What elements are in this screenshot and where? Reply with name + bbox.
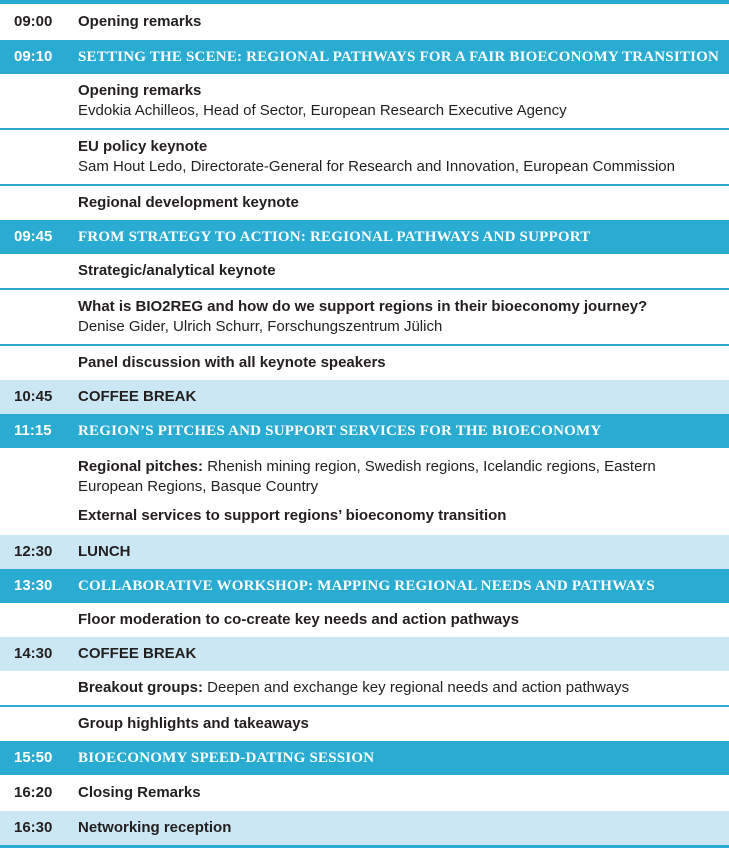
agenda-row: [0, 671, 729, 705]
session-title: Strategic/analytical keynote: [78, 262, 276, 279]
session-title: Regional pitches:: [78, 458, 204, 475]
agenda-row: [0, 603, 729, 637]
bottom-rule: [0, 845, 729, 848]
speaker-line: Sam Hout Ledo, Directorate-General for Research and Innovation, European Commission: [78, 158, 675, 175]
session-detail-line: [78, 457, 715, 497]
section-title: COLLABORATIVE WORKSHOP: MAPPING REGIONAL NEEDS AND PATHWAYS: [78, 578, 655, 594]
break-title: Networking reception: [78, 819, 232, 836]
time-label: 11:15: [14, 422, 52, 439]
session-title: Regional development keynote: [78, 194, 299, 211]
session-title: What is BIO2REG and how do we support regions in their bioeconomy journey?: [78, 298, 648, 315]
agenda-section-header: [0, 414, 729, 448]
time-label: 13:30: [14, 577, 53, 594]
session-title: EU policy keynote: [78, 138, 208, 155]
agenda-break-row: [0, 637, 729, 671]
session-title: Opening remarks: [78, 13, 202, 30]
session-title: Panel discussion with all keynote speakers: [78, 354, 386, 371]
agenda-row: [0, 775, 729, 811]
time-label-empty: [0, 137, 78, 177]
session-title: Group highlights and takeaways: [78, 715, 309, 732]
agenda-section-header: [0, 40, 729, 74]
agenda-section-header: [0, 741, 729, 775]
time-label-empty: [0, 610, 78, 630]
break-title: COFFEE BREAK: [78, 645, 197, 662]
agenda-row: [0, 254, 729, 288]
agenda-row: [0, 130, 729, 184]
agenda-section-header: [0, 569, 729, 603]
time-label-empty: [0, 261, 78, 281]
agenda-row: [0, 74, 729, 128]
agenda-break-row: [0, 811, 729, 845]
speaker-line: Evdokia Achilleos, Head of Sector, European Research Executive Agency: [78, 102, 567, 119]
agenda-row: [0, 448, 729, 535]
time-label: 10:45: [14, 388, 53, 405]
agenda-row: [0, 707, 729, 741]
session-detail-text: Rhenish mining region, Swedish regions, Icelandic regions, Eastern European Regions, Basque Country: [78, 458, 656, 495]
time-label: 15:50: [14, 749, 53, 766]
section-title: REGION’S PITCHES AND SUPPORT SERVICES FOR THE BIOECONOMY: [78, 423, 602, 439]
session-detail-line: [78, 678, 715, 698]
time-label: 14:30: [14, 645, 53, 662]
time-label-empty: [0, 353, 78, 373]
time-label: 12:30: [14, 543, 53, 560]
time-label-empty: [0, 678, 78, 698]
session-title: Floor moderation to co-create key needs and action pathways: [78, 611, 519, 628]
agenda-row: [0, 346, 729, 380]
time-label: 09:45: [14, 228, 53, 245]
time-label: 16:30: [14, 819, 53, 836]
section-title: FROM STRATEGY TO ACTION: REGIONAL PATHWAYS AND SUPPORT: [78, 229, 591, 245]
section-title: SETTING THE SCENE: REGIONAL PATHWAYS FOR A FAIR BIOECONOMY TRANSITION: [78, 49, 720, 65]
session-title: Breakout groups:: [78, 679, 204, 696]
agenda-break-row: [0, 535, 729, 569]
speaker-line: Denise Gider, Ulrich Schurr, Forschungszentrum Jülich: [78, 318, 443, 335]
time-label-empty: [0, 297, 78, 337]
section-title: BIOECONOMY SPEED-DATING SESSION: [78, 750, 375, 766]
time-label: 09:10: [14, 48, 53, 65]
agenda-row: [0, 4, 729, 40]
time-label-empty: [0, 714, 78, 734]
session-title: Opening remarks: [78, 82, 202, 99]
session-title: Closing Remarks: [78, 784, 201, 801]
session-title: External services to support regions’ bioeconomy transition: [78, 507, 507, 524]
break-title: LUNCH: [78, 543, 131, 560]
agenda-section-header: [0, 220, 729, 254]
time-label-empty: [0, 193, 78, 213]
time-label: 16:20: [14, 784, 53, 801]
break-title: COFFEE BREAK: [78, 388, 197, 405]
session-detail-text: Deepen and exchange key regional needs and action pathways: [203, 679, 630, 696]
time-label-empty: [0, 457, 78, 526]
time-label: 09:00: [14, 13, 53, 30]
agenda-row: [0, 290, 729, 344]
time-label-empty: [0, 81, 78, 121]
agenda-break-row: [0, 380, 729, 414]
agenda-row: [0, 186, 729, 220]
